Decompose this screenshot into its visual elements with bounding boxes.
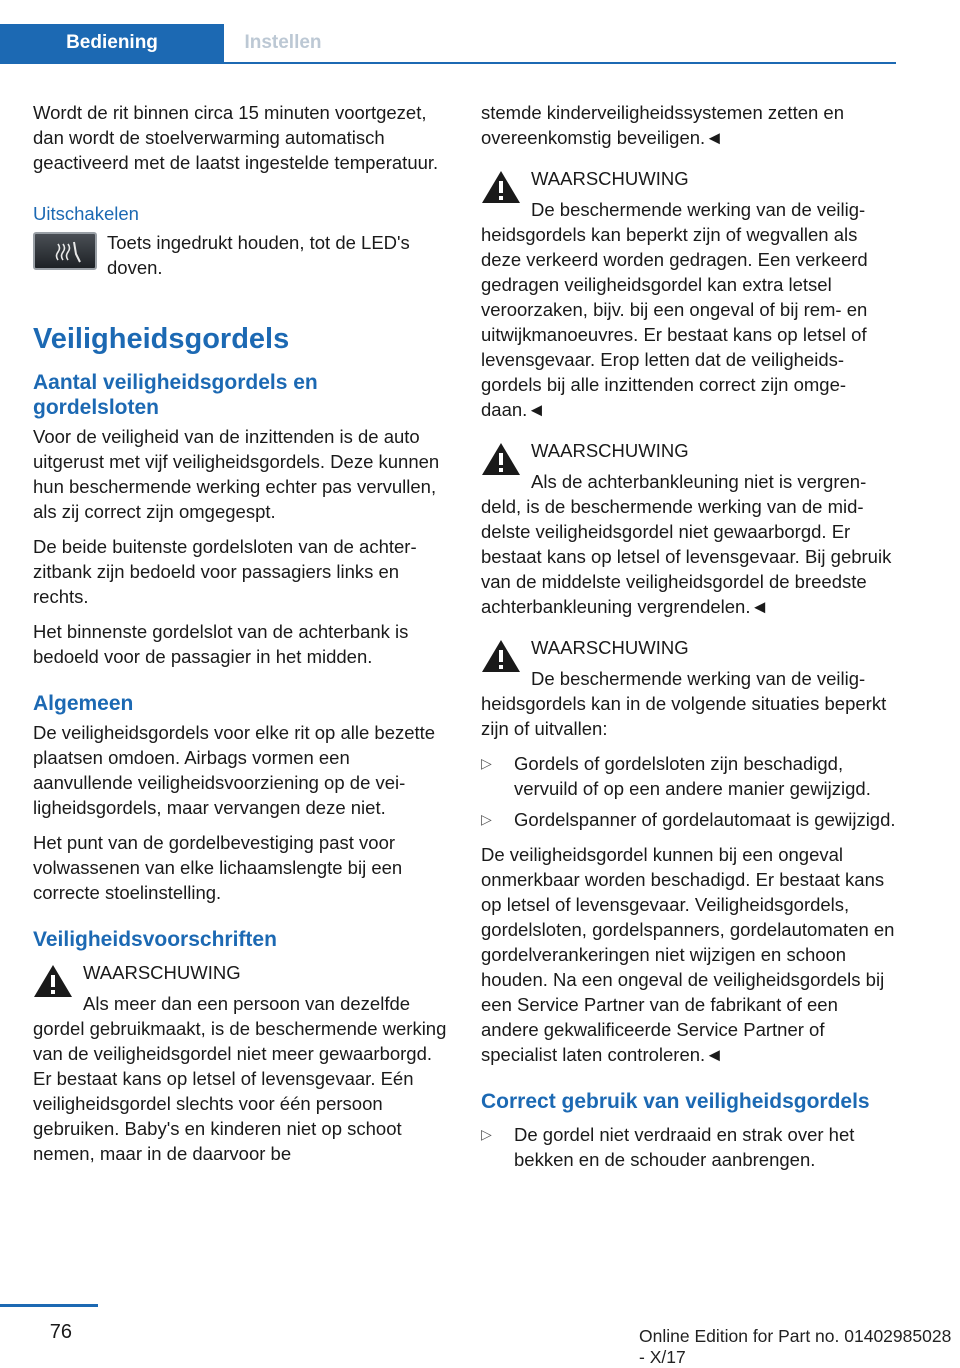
bullet-list <box>481 1122 897 1172</box>
list-item-text: De gordel niet verdraaid en strak over het bekken en de schouder aanbrengen. <box>514 1124 855 1170</box>
warning-block <box>481 438 897 619</box>
warning-text: De beschermende werking van de veiligheidsgordels kan beperkt zijn of wegvallen als deze verkeerd worden gedragen. Een verkeerd gedragen veiligheidsgordel kan extra letsel veroorzaken, bijv. bij een ongeval of bij rem- en uitwijkmanoeuvres. Er bestaat kans op letsel of levensgevaar. Erop letten dat de veiligheidsgordels bij alle inzittenden correct zijn omgedaan.◄ <box>481 199 868 420</box>
right-column <box>481 100 897 1182</box>
warning-text: Als de achterbankleuning niet is vergrendeld, is de beschermende werking van de middelste veiligheidsgordel niet gewaarborgd. Er bestaat kans op letsel of levensgevaar. Bij gebruik van de middelste veiligheidsgordel de breedste achterbankleuning vergrendelen.◄ <box>481 471 892 617</box>
left-column <box>33 100 449 1176</box>
header-tabs <box>0 24 896 64</box>
warning-block <box>33 960 449 1166</box>
warning-title: WAARSCHUWING <box>531 637 689 658</box>
triangle-bullet-icon: ▷ <box>481 1126 492 1142</box>
footer-edition: Online Edition for Part no. 01402985028 - X/17 <box>639 1326 952 1367</box>
warning-block <box>481 166 897 422</box>
paragraph: De beide buitenste gordelsloten van de achterzitbank zijn bedoeld voor passagiers links en rechts. <box>33 536 417 607</box>
list-item-text: Gordelspanner of gordelautomaat is gewijzigd. <box>514 809 896 830</box>
paragraph: Het punt van de gordelbevestiging past voor volwassenen van elke lichaamslengte bij een correcte stoelinstelling. <box>33 832 403 903</box>
warning-triangle-icon <box>33 964 73 998</box>
paragraph: De veiligheidsgordel kunnen bij een ongeval onmerkbaar worden beschadigd. Er bestaat kans op letsel of levensgevaar. Veiligheidsgordels, gordelsloten, gordelspanners, gordelautomaten en gordelverankeringen niet wijzigen en schoon houden. Na een ongeval de veiligheidsgordels bij een Service Partner van de fabrikant of een andere gekwalificeerde Service Partner of specialist laten controleren.◄ <box>481 844 895 1065</box>
paragraph: Voor de veiligheid van de inzittenden is de auto uitgerust met vijf veiligheidsgordels. Deze kunnen hun beschermende werking echter pas vervullen, als zij correct zijn omgegespt. <box>33 426 440 522</box>
uitschakelen-block <box>33 230 449 290</box>
heading-correct-gebruik: Correct gebruik van veiligheidsgordels <box>481 1090 870 1113</box>
section-title: Veiligheidsgordels <box>33 323 290 355</box>
warning-title: WAARSCHUWING <box>531 440 689 461</box>
warning-title: WAARSCHUWING <box>531 168 689 189</box>
heading-algemeen: Algemeen <box>33 692 134 715</box>
heading-veiligheidsvoorschriften: Veiligheidsvoorschriften <box>33 928 277 951</box>
list-item-text: Gordels of gordelsloten zijn beschadigd, vervuild of op een andere manier gewijzigd. <box>514 753 871 799</box>
subheading-uitschakelen: Uitschakelen <box>33 203 139 224</box>
paragraph: Wordt de rit binnen circa 15 minuten voortgezet, dan wordt de stoelverwarming automatisch geactiveerd met de laatst ingestelde temperatuur. <box>33 102 439 173</box>
paragraph: Het binnenste gordelslot van de achterbank is bedoeld voor de passagier in het midden. <box>33 621 409 667</box>
warning-block <box>481 635 897 741</box>
triangle-bullet-icon: ▷ <box>481 755 492 771</box>
warning-title: WAARSCHUWING <box>83 962 241 983</box>
bullet-list <box>481 751 897 832</box>
seat-heating-button-icon <box>33 232 97 270</box>
paragraph: stemde kinderveiligheidssystemen zetten en overeenkomstig beveiligen.◄ <box>481 102 844 148</box>
warning-triangle-icon <box>481 442 521 476</box>
triangle-bullet-icon: ▷ <box>481 811 492 827</box>
tab-bediening[interactable]: Bediening <box>0 24 224 62</box>
list-item <box>481 1122 897 1172</box>
paragraph: De veiligheidsgordels voor elke rit op alle bezette plaatsen omdoen. Airbags vormen een aanvullende veiligheidsvoorziening op de veiligheidsgordels, maar vervangen deze niet. <box>33 722 436 818</box>
tab-instellen[interactable]: Instellen <box>244 32 322 53</box>
heading-aantal: Aantal veiligheidsgordels en gordelsloten <box>33 371 318 419</box>
warning-text: De beschermende werking van de veiligheidsgordels kan in de volgende situaties beperkt zijn of uitvallen: <box>481 668 887 739</box>
page-number-text: 76 <box>49 1321 72 1343</box>
warning-triangle-icon <box>481 170 521 204</box>
list-item <box>481 751 897 801</box>
paragraph: Toets ingedrukt houden, tot de LED's doven. <box>107 232 410 278</box>
warning-triangle-icon <box>481 639 521 673</box>
warning-text: Als meer dan een persoon van dezelfde gordel gebruikmaakt, is de beschermende werking van de veiligheidsgordel niet meer gewaarborgd. Er bestaat kans op letsel of levensgevaar. Eén veiligheidsgordel slechts voor één persoon gebruiken. Baby's en kinderen niet op schoot nemen, maar in de daarvoor be <box>33 993 447 1164</box>
list-item <box>481 807 897 832</box>
page-number <box>0 1304 98 1344</box>
